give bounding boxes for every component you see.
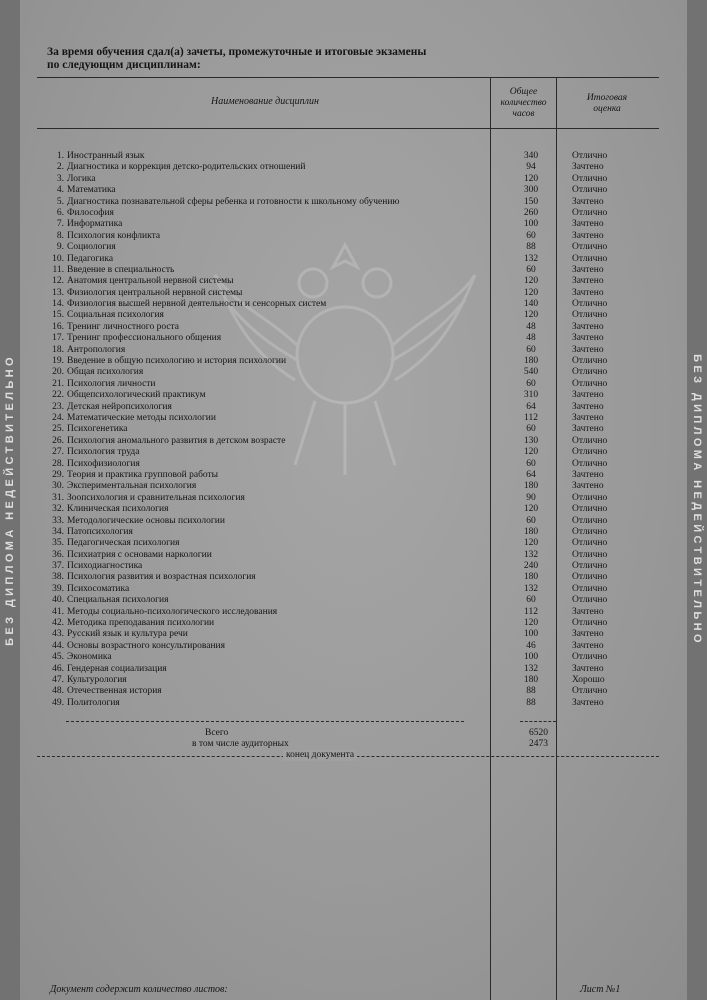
column-header-name: Наименование дисциплин [211,96,319,107]
discipline-name: Психология конфликта [67,230,161,241]
table-row [0,607,707,618]
discipline-table [0,151,707,709]
row-number: 12. [52,276,64,287]
table-row [0,345,707,356]
discipline-name: Психосоматика [67,583,130,594]
row-number: 18. [52,344,64,355]
row-number: 1. [56,151,64,161]
hours-value: 60 [526,595,536,606]
row-number: 34. [52,526,64,537]
grade-value: Зачтено [572,606,604,617]
hours-value: 120 [523,538,539,549]
table-row [0,493,707,504]
grade-value: Зачтено [572,412,604,423]
grade-value: Отлично [572,185,608,196]
row-number: 11. [52,264,64,275]
document-header [47,46,467,72]
discipline-name: Зоопсихология и сравнительная психология [67,492,245,503]
row-number: 9. [56,242,64,253]
hours-value: 64 [526,469,536,480]
hours-value: 100 [523,652,539,663]
grade-value: Отлично [572,173,608,184]
hours-value: 340 [523,151,539,161]
row-number: 48. [52,686,64,697]
column-header-grade [557,93,657,115]
table-row [0,664,707,675]
row-number: 33. [52,515,64,526]
table-row [0,595,707,606]
grade-value: Отлично [572,504,608,515]
discipline-name: Политология [67,697,120,708]
footer-sheet-number: Лист №1 [580,984,621,995]
hours-value: 180 [523,572,539,583]
grade-value: Отлично [572,378,608,389]
grade-value: Зачтено [572,481,604,492]
row-number: 38. [52,572,64,583]
discipline-name: Специальная психология [67,595,169,606]
table-row [0,299,707,310]
discipline-name: Психогенетика [67,424,128,435]
row-number: 35. [52,538,64,549]
discipline-name: Экспериментальная психология [67,481,197,492]
table-row [0,402,707,413]
grade-value: Отлично [572,686,608,697]
row-number: 26. [52,435,64,446]
discipline-name: Математические методы психологии [67,412,216,423]
discipline-name: Тренинг профессионального общения [67,333,222,344]
table-row [0,675,707,686]
discipline-name: Психология развития и возрастная психология [67,572,256,583]
row-number: 5. [56,196,64,207]
grade-value: Зачтено [572,390,604,401]
hours-value: 100 [523,219,539,230]
table-row [0,242,707,253]
table-row [0,231,707,242]
hours-value: 120 [523,447,539,458]
row-number: 8. [56,230,64,241]
row-number: 16. [52,321,64,332]
hours-value: 132 [523,549,539,560]
hours-value: 120 [523,276,539,287]
hours-value: 120 [523,504,539,515]
hours-value: 180 [523,481,539,492]
discipline-name: Диагностика познавательной сферы ребенка и готовности к школьному обучению [67,196,400,207]
discipline-name: Психология личности [67,378,156,389]
grade-value: Отлично [572,515,608,526]
hours-value: 132 [523,253,539,264]
discipline-name: Психофизиология [67,458,140,469]
hours-value: 90 [526,492,536,503]
table-row [0,561,707,572]
row-number: 19. [52,356,64,367]
hours-value: 60 [526,424,536,435]
discipline-name: Русский язык и культура речи [67,629,188,640]
grade-value: Отлично [572,207,608,218]
row-number: 10. [52,253,64,264]
row-number: 14. [52,299,64,310]
hours-value: 120 [523,618,539,629]
grade-value: Отлично [572,310,608,321]
row-number: 3. [56,173,64,184]
discipline-name: Математика [67,185,116,196]
hours-value: 60 [526,515,536,526]
auditory-label: в том числе аудиторных [192,739,289,749]
table-row [0,356,707,367]
grade-value: Отлично [572,583,608,594]
row-number: 15. [52,310,64,321]
grade-value: Отлично [572,561,608,572]
table-row [0,641,707,652]
discipline-name: Психология аномального развития в детском возрасте [67,435,286,446]
discipline-name: Физиология центральной нервной системы [67,287,243,298]
row-number: 7. [56,219,64,230]
table-row [0,459,707,470]
hours-value: 150 [523,196,539,207]
table-row [0,481,707,492]
table-row [0,447,707,458]
hours-value: 140 [523,299,539,310]
discipline-name: Методологические основы психологии [67,515,225,526]
discipline-name: Анатомия центральной нервной системы [67,276,234,287]
grade-value: Зачтено [572,469,604,480]
discipline-name: Педагогическая психология [67,538,180,549]
hours-value: 60 [526,344,536,355]
table-row [0,527,707,538]
row-number: 27. [52,447,64,458]
table-row [0,470,707,481]
row-number: 46. [52,663,64,674]
discipline-name: Иностранный язык [67,151,145,161]
hours-value: 132 [523,663,539,674]
left-strip-text: БЕЗ ДИПЛОМА НЕДЕЙСТВИТЕЛЬНО [4,354,16,646]
grade-value: Отлично [572,253,608,264]
totals-separator-hours [520,721,556,722]
hours-value: 64 [526,401,536,412]
hours-value: 120 [523,310,539,321]
row-number: 25. [52,424,64,435]
column-header-hours-line-3: часов [512,109,535,119]
row-number: 2. [56,162,64,173]
header-line-1: За время обучения сдал(а) зачеты, промежуточные и итоговые экзамены [47,46,427,58]
hours-value: 180 [523,356,539,367]
table-row [0,219,707,230]
grade-value: Зачтено [572,629,604,640]
discipline-name: Диагностика и коррекция детско-родительских отношений [67,162,306,173]
row-number: 22. [52,390,64,401]
table-row [0,390,707,401]
grade-value: Зачтено [572,424,604,435]
grade-value: Зачтено [572,344,604,355]
grade-value: Зачтено [572,333,604,344]
hours-value: 60 [526,264,536,275]
table-row [0,504,707,515]
discipline-name: Введение в специальность [67,264,175,275]
hours-value: 130 [523,435,539,446]
hours-value: 310 [523,390,539,401]
hours-value: 48 [526,321,536,332]
grade-value: Отлично [572,447,608,458]
hours-value: 540 [523,367,539,378]
row-number: 13. [52,287,64,298]
row-number: 44. [52,640,64,651]
grade-value: Хорошо [572,674,605,685]
grade-value: Зачтено [572,640,604,651]
discipline-name: Социальная психология [67,310,164,321]
hours-value: 132 [523,583,539,594]
row-number: 36. [52,549,64,560]
row-number: 47. [52,674,64,685]
table-row [0,151,707,162]
discipline-name: Общая психология [67,367,144,378]
grade-value: Зачтено [572,401,604,412]
discipline-name: Психиатрия с основами наркологии [67,549,212,560]
discipline-name: Детская нейропсихология [67,401,172,412]
row-number: 4. [56,185,64,196]
discipline-name: Методика преподавания психологии [67,618,215,629]
table-row [0,516,707,527]
row-number: 41. [52,606,64,617]
table-row [0,629,707,640]
discipline-name: Методы социально-психологического исследования [67,606,278,617]
table-row [0,686,707,697]
table-row [0,333,707,344]
column-header-hours-line-1: Общее [509,87,538,97]
header-line-2: по следующим дисциплинам: [47,59,201,71]
row-number: 32. [52,504,64,515]
discipline-name: Физиология высшей нервной деятельности и сенсорных систем [67,299,327,310]
grade-value: Зачтено [572,162,604,173]
grade-value: Отлично [572,618,608,629]
row-number: 39. [52,583,64,594]
table-header-rule [37,128,659,129]
column-header-grade-line-2: оценка [593,104,621,114]
table-row [0,276,707,287]
grade-value: Зачтено [572,276,604,287]
grade-value: Зачтено [572,230,604,241]
row-number: 31. [52,492,64,503]
grade-value: Отлично [572,549,608,560]
row-number: 30. [52,481,64,492]
footer-sheet-count: Документ содержит количество листов: [50,984,228,995]
row-number: 6. [56,207,64,218]
table-row [0,550,707,561]
grade-value: Отлично [572,435,608,446]
grade-value: Зачтено [572,219,604,230]
grade-value: Отлично [572,356,608,367]
table-row [0,208,707,219]
discipline-name: Теория и практика групповой работы [67,469,219,480]
discipline-name: Введение в общую психологию и история психологии [67,356,287,367]
table-top-rule [37,77,659,78]
right-strip-text: БЕЗ ДИПЛОМА НЕДЕЙСТВИТЕЛЬНО [691,354,703,646]
row-number: 37. [52,561,64,572]
table-row [0,265,707,276]
table-row [0,310,707,321]
row-number: 29. [52,469,64,480]
column-header-hours [491,87,556,120]
hours-value: 300 [523,185,539,196]
hours-value: 60 [526,230,536,241]
hours-value: 88 [526,686,536,697]
table-row [0,584,707,595]
discipline-name: Социология [67,242,116,253]
discipline-name: Психодиагностика [67,561,143,572]
table-row [0,367,707,378]
total-label: Всего [205,728,229,738]
discipline-name: Клиническая психология [67,504,169,515]
grade-value: Отлично [572,492,608,503]
grade-value: Зачтено [572,264,604,275]
discipline-name: Экономика [67,652,112,663]
totals-separator [66,721,464,722]
total-value: 6520 [529,728,548,738]
hours-value: 180 [523,526,539,537]
row-number: 23. [52,401,64,412]
hours-value: 180 [523,674,539,685]
hours-value: 100 [523,629,539,640]
hours-value: 94 [526,162,536,173]
grade-value: Зачтено [572,287,604,298]
table-row [0,379,707,390]
discipline-name: Культурология [67,674,127,685]
discipline-name: Педагогика [67,253,114,264]
row-number: 40. [52,595,64,606]
table-row [0,698,707,709]
discipline-name: Патопсихология [67,526,133,537]
hours-value: 48 [526,333,536,344]
hours-value: 88 [526,242,536,253]
column-header-grade-line-1: Итоговая [586,93,628,103]
hours-value: 120 [523,287,539,298]
grade-value: Зачтено [572,697,604,708]
table-row [0,424,707,435]
table-row [0,413,707,424]
discipline-name: Антропология [67,344,126,355]
column-header-hours-line-2: количество [500,98,547,108]
discipline-name: Философия [67,207,114,218]
discipline-name: Общепсихологический практикум [67,390,206,401]
row-number: 49. [52,697,64,708]
table-row [0,538,707,549]
discipline-name: Тренинг личностного роста [67,321,180,332]
table-row [0,197,707,208]
table-row [0,652,707,663]
table-row [0,185,707,196]
grade-value: Отлично [572,652,608,663]
discipline-name: Психология труда [67,447,140,458]
grade-value: Отлично [572,538,608,549]
hours-value: 46 [526,640,536,651]
grade-value: Зачтено [572,196,604,207]
row-number: 17. [52,333,64,344]
row-number: 28. [52,458,64,469]
discipline-name: Информатика [67,219,123,230]
discipline-name: Отечественная история [67,686,162,697]
table-row [0,572,707,583]
grade-value: Отлично [572,242,608,253]
table-row [0,254,707,265]
table-row [0,288,707,299]
row-number: 42. [52,618,64,629]
hours-value: 112 [524,412,538,423]
grade-value: Зачтено [572,321,604,332]
grade-value: Отлично [572,151,608,161]
hours-value: 260 [523,207,539,218]
discipline-name: Гендерная социализация [67,663,167,674]
hours-value: 60 [526,458,536,469]
hours-value: 240 [523,561,539,572]
hours-value: 112 [524,606,538,617]
row-number: 24. [52,412,64,423]
grade-value: Отлично [572,299,608,310]
grade-value: Зачтено [572,663,604,674]
row-number: 43. [52,629,64,640]
table-row [0,322,707,333]
table-row [0,162,707,173]
table-row [0,618,707,629]
grade-value: Отлично [572,572,608,583]
row-number: 21. [52,378,64,389]
hours-value: 60 [526,378,536,389]
hours-value: 120 [523,173,539,184]
grade-value: Отлично [572,458,608,469]
discipline-name: Логика [67,173,96,184]
hours-value: 88 [526,697,536,708]
table-row [0,436,707,447]
discipline-name: Основы возрастного консультирования [67,640,225,651]
grade-value: Отлично [572,526,608,537]
end-of-document-label: конец документа [283,750,357,761]
row-number: 45. [52,652,64,663]
auditory-value: 2473 [529,739,548,749]
row-number: 20. [52,367,64,378]
table-row [0,174,707,185]
grade-value: Отлично [572,595,608,606]
grade-value: Отлично [572,367,608,378]
